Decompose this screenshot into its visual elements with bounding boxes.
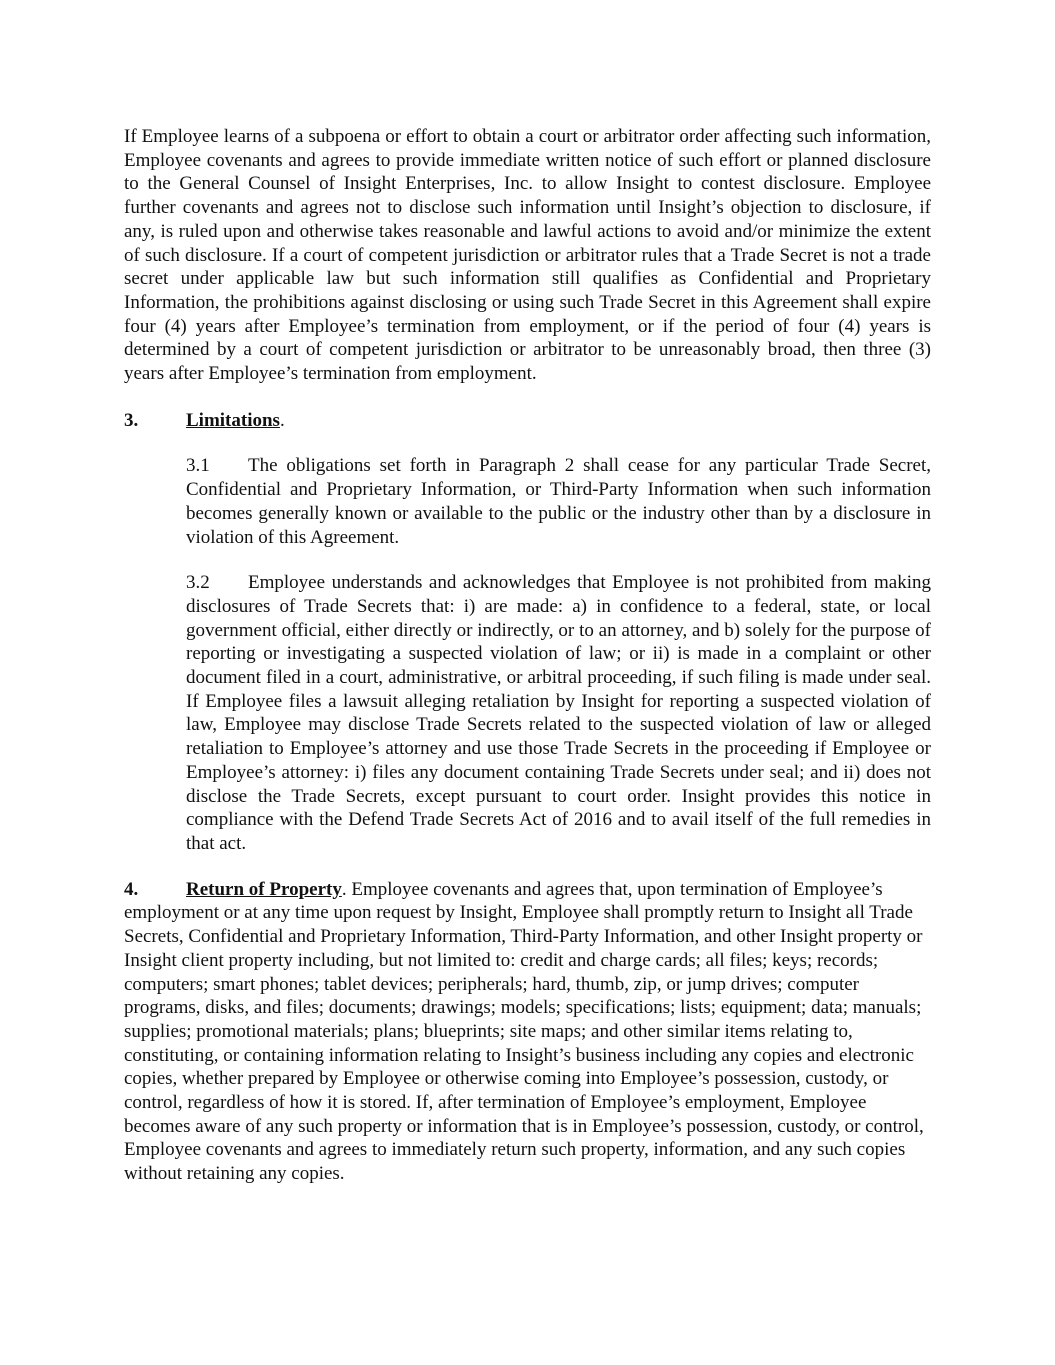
section-3-2-text: Employee understands and acknowledges that Employee is not prohibited from making disclosures of Trade Secrets that: i) are made: a) in confidence to a federal, state, or local government official, either directly or indirectly, or to an attorney, and b) solely for the purpose of reporting or investigating a suspected violation of law; or ii) is made in a complaint or other document filed in a court, administrative, or arbitral proceeding, if such filing is made under seal. If Employee files a lawsuit alleging retaliation by Insight for reporting a suspected violation of law, Employee may disclose Trade Secrets related to the suspected violation of law or alleged retaliation to Employee’s attorney and use those Trade Secrets in the proceeding if Employee or Employee’s attorney: i) files any document containing Trade Secrets under seal; and ii) does not disclose the Trade Secrets, except pursuant to court order. Insight provides this notice in compliance with the Defend Trade Secrets Act of 2016 and to avail itself of the full remedies in that act. — [186, 572, 931, 854]
section-3-2-number: 3.2 — [186, 572, 210, 594]
section-3-1-text: The obligations set forth in Paragraph 2 shall cease for any particular Trade Secret, Confidential and Proprietary Information, or Third-Party Information when such information becomes generally known or available to the public or the industry other than by a disclosure in violation of this Agreement. — [186, 455, 931, 548]
section-3-heading — [124, 409, 931, 433]
section-3-title-period: . — [279, 409, 285, 431]
section-3-1-number: 3.1 — [186, 455, 210, 477]
section-4-text: . Employee covenants and agrees that, upon termination of Employee’s employment or at any time upon request by Insight, Employee shall promptly return to Insight all Trade Secrets, Confidential and Proprietary Information, Third-Party Information, and other Insight property or Insight client property including, but not limited to: credit and charge cards; all files; keys; records; computers; smart phones; tablet devices; peripherals; hard, thumb, zip, or jump drives; computer programs, disks, and files; documents; drawings; models; specifications; lists; equipment; data; manuals; supplies; promotional materials; plans; blueprints; site maps; and other similar items relating to, constituting, or containing information relating to Insight’s business including any copies and electronic copies, whether prepared by Employee or otherwise coming into Employee’s possession, custody, or control, regardless of how it is stored. If, after termination of Employee’s employment, Employee becomes aware of any such property or information that is in Employee’s possession, custody, or control, Employee covenants and agrees to immediately return such property, information, and any such copies without retaining any copies. — [124, 878, 924, 1185]
intro-paragraph: If Employee learns of a subpoena or effort to obtain a court or arbitrator order affecting such information, Employee covenants and agrees to provide immediate written notice of such effort or planned disclosure to the General Counsel of Insight Enterprises, Inc. to allow Insight to contest disclosure. Employee further covenants and agrees not to disclose such information until Insight’s objection to disclosure, if any, is ruled upon and otherwise takes reasonable and lawful actions to avoid and/or minimize the extent of such disclosure. If a court of competent jurisdiction or arbitrator rules that a Trade Secret is not a trade secret under applicable law but such information still qualifies as Confidential and Proprietary Information, the prohibitions against disclosing or using such Trade Secret in this Agreement shall expire four (4) years after Employee’s termination from employment, or if the period of four (4) years is determined by a court of competent jurisdiction or arbitrator to be unreasonably broad, then three (3) years after Employee’s termination from employment. — [124, 126, 931, 385]
section-4-title: Return of Property — [186, 878, 342, 900]
section-3-1-paragraph — [186, 454, 931, 549]
section-4-number: 4. — [124, 878, 139, 900]
section-3-2-paragraph — [186, 571, 931, 855]
section-3-number: 3. — [124, 409, 139, 431]
section-4-paragraph — [124, 878, 931, 1186]
section-3-title: Limitations — [186, 409, 280, 431]
document-body — [124, 125, 931, 1186]
